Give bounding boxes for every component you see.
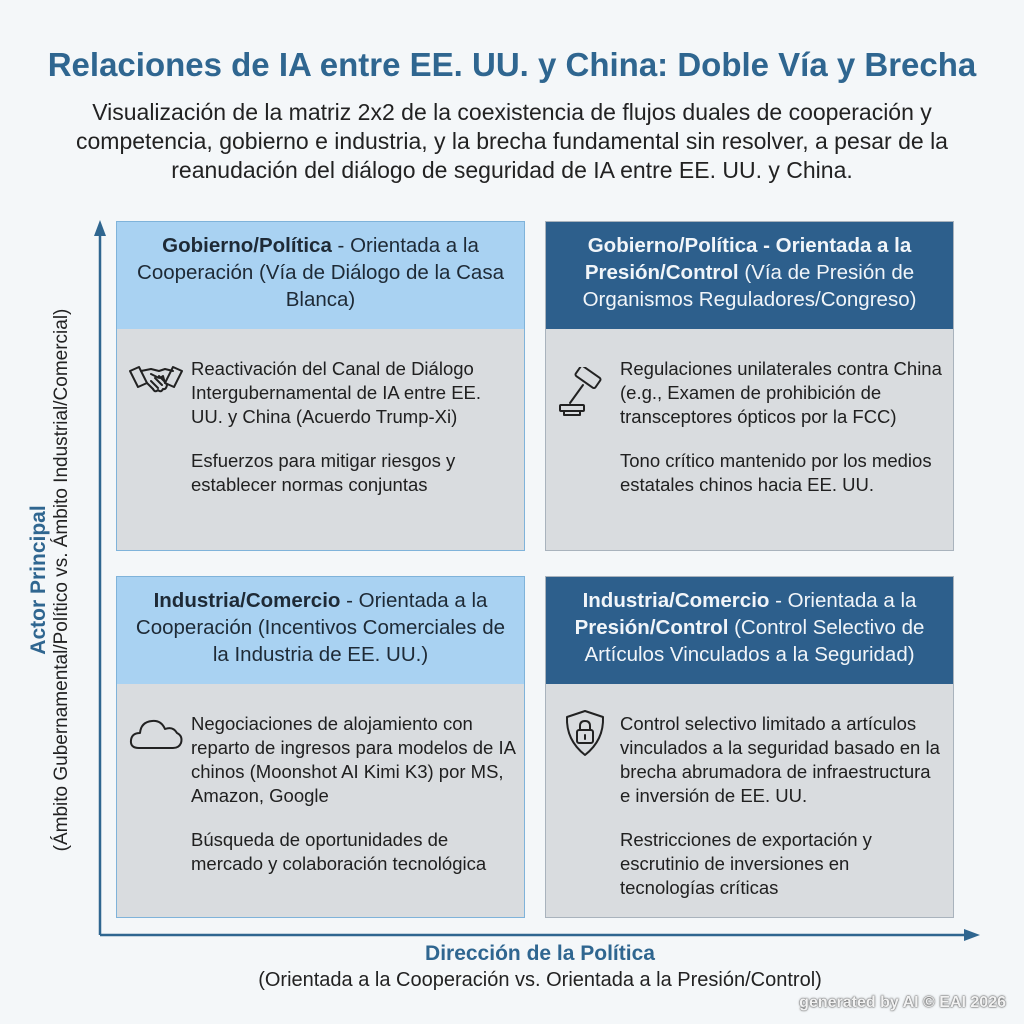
quadrant-header (546, 577, 953, 684)
header-bold: Industria/Comercio (582, 589, 770, 612)
list-item: Regulaciones unilaterales contra China (e.g., Examen de prohibición de transceptores ópticos por la FCC) (620, 358, 942, 427)
y-axis-arrowhead (94, 220, 106, 236)
x-axis-title: Dirección de la Política (425, 942, 655, 965)
y-axis-subtitle: (Ámbito Gubernamental/Político vs. Ámbito Industrial/Comercial) (51, 308, 72, 852)
handshake-icon (127, 357, 185, 407)
header-rest: (Vía de Presión de Organismos Reguladores/Congreso) (582, 261, 917, 311)
quadrant-items (620, 712, 945, 920)
quadrant-items (620, 357, 945, 517)
list-item: Reactivación del Canal de Diálogo Intergubernamental de IA entre EE. UU. y China (Acuerdo Trump-Xi) (191, 358, 482, 427)
quadrant-body (117, 684, 524, 917)
list-item: Negociaciones de alojamiento con reparto de ingresos para modelos de IA chinos (Moonshot AI Kimi K3) por MS, Amazon, Google (191, 713, 515, 806)
page-title: Relaciones de IA entre EE. UU. y China: Doble Vía y Brecha (47, 46, 977, 83)
header-rest: (Control Selectivo de Artículos Vinculados a la Seguridad) (584, 616, 925, 666)
quadrant-government-cooperation (116, 221, 525, 551)
list-item: Esfuerzos para mitigar riesgos y establecer normas conjuntas (191, 450, 456, 495)
watermark: generated by AI © EAI 2026 (799, 994, 1006, 1011)
page-subtitle: Visualización de la matriz 2x2 de la coexistencia de flujos duales de cooperación y competencia, gobierno e industria, y la brecha fundamental sin resolver, a pesar de la reanudación del diálogo de seguridad de IA entre EE. UU. y China. (76, 99, 948, 183)
quadrant-industry-pressure (545, 576, 954, 918)
list-item: Búsqueda de oportunidades de mercado y colaboración tecnológica (191, 829, 487, 874)
header-mid: - Orientada a la (769, 589, 917, 612)
quadrant-header (546, 222, 953, 329)
shield-lock-icon (556, 708, 614, 758)
list-item: Tono crítico mantenido por los medios estatales chinos hacia EE. UU. (620, 450, 932, 495)
cloud-icon (127, 708, 185, 758)
quadrant-industry-cooperation (116, 576, 525, 918)
quadrant-body (546, 684, 953, 917)
quadrant-government-pressure (545, 221, 954, 551)
header-bold: Industria/Comercio (153, 589, 341, 612)
list-item: Restricciones de exportación y escrutinio de inversiones en tecnologías críticas (620, 829, 872, 898)
quadrant-body (546, 329, 953, 550)
quadrant-body (117, 329, 524, 550)
y-axis-label (27, 309, 73, 852)
header-bold: Gobierno/Política - Orientada a la Presión/Control (584, 234, 912, 284)
header-rest: - Orientada a la Cooperación (Incentivos Comerciales de la Industria de EE. UU.) (135, 589, 506, 666)
header-bold: Presión/Control (574, 616, 729, 639)
header-rest: - Orientada a la Cooperación (Vía de Diálogo de la Casa Blanca) (137, 234, 504, 311)
header-bold: Gobierno/Política (162, 234, 332, 257)
x-axis-label (240, 942, 840, 992)
quadrant-items (191, 712, 516, 896)
y-axis-title: Actor Principal (27, 505, 50, 655)
list-item: Control selectivo limitado a artículos vinculados a la seguridad basado en la brecha abrumadora de infraestructura e inversión de EE. UU. (620, 713, 940, 806)
gavel-icon (556, 367, 614, 417)
quadrant-items (191, 357, 516, 517)
x-axis-subtitle: (Orientada a la Cooperación vs. Orientada a la Presión/Control) (258, 969, 822, 991)
x-axis-arrowhead (964, 929, 980, 941)
quadrant-header (117, 577, 524, 684)
quadrant-header (117, 222, 524, 329)
